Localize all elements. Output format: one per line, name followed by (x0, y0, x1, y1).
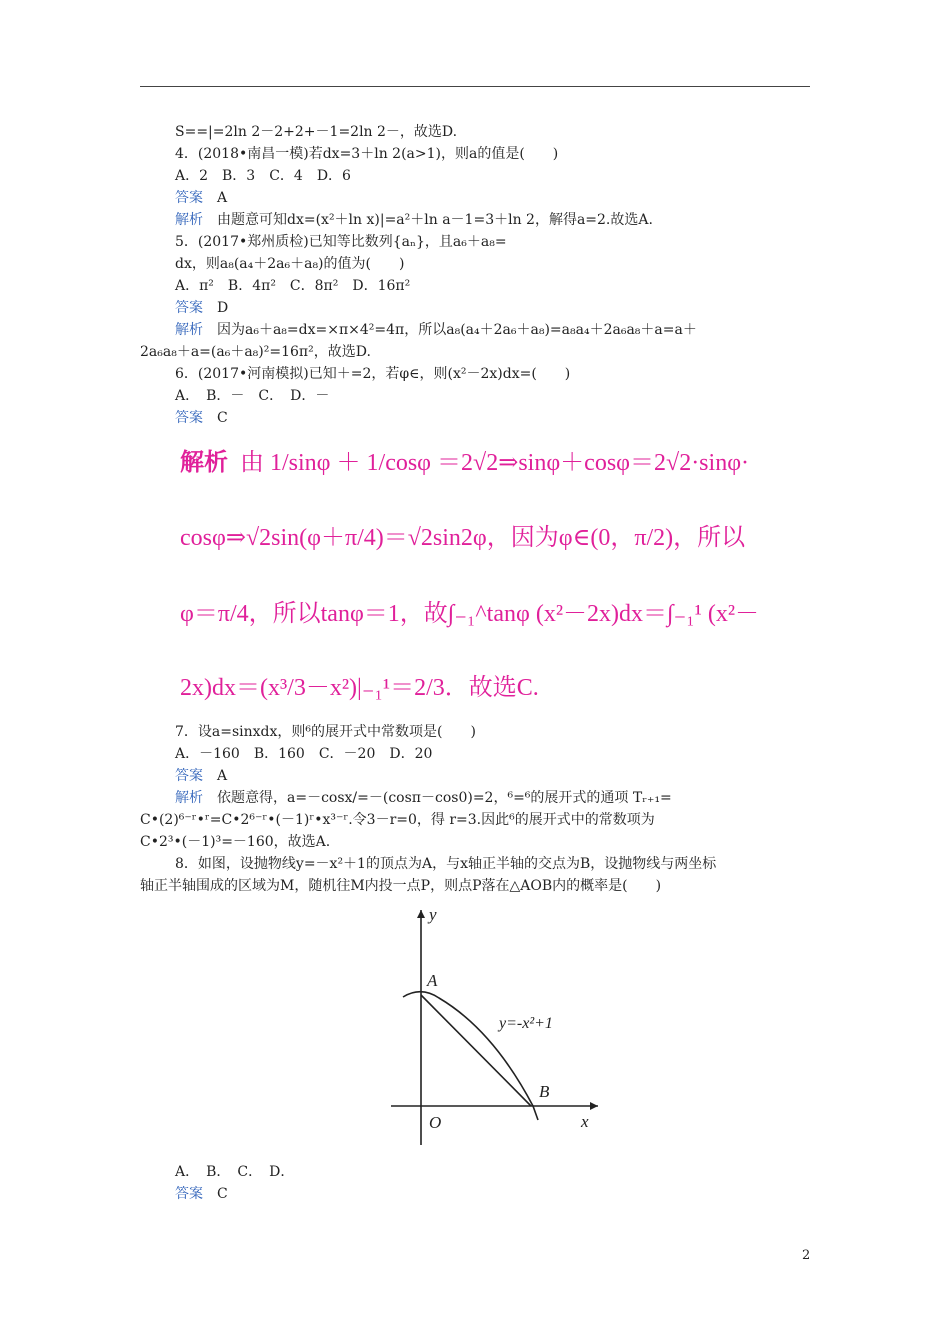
analysis-text: 依题意得，a=－cosx/=－(cosπ－cos0)=2，⁶=⁶的展开式的通项 Tᵣ₊₁= (217, 790, 672, 806)
q6-solution-line-3: φ＝π/4，所以tanφ＝1，故∫₋₁^tanφ (x²－2x)dx＝∫₋₁¹ (x²－ (180, 601, 760, 627)
curve-label: y=-x²+1 (499, 1015, 553, 1032)
q6-solution-line-1 (180, 445, 830, 481)
q6-answer (175, 408, 228, 428)
q8-options: A． B． C． D． (175, 1164, 295, 1180)
point-b-label: B (539, 1082, 550, 1101)
parabola-graph (383, 900, 608, 1155)
q7-analysis-1 (175, 788, 672, 808)
q7-answer (175, 766, 227, 786)
q4-analysis (175, 210, 653, 230)
answer-value: D (217, 300, 229, 316)
q5-analysis-1 (175, 320, 697, 340)
analysis-tag: 解析 (175, 322, 203, 338)
analysis-tag: 解析 (175, 790, 203, 806)
page-number: 2 (802, 1248, 811, 1263)
q6-solution-line-2: cosφ⇒√2sin(φ＋π/4)＝√2sin2φ，因为φ∈(0，π/2)，所以 (180, 525, 746, 551)
q4-answer (175, 188, 227, 208)
answer-tag: 答案 (175, 1186, 203, 1202)
q4-options: A．2 B．3 C．4 D．6 (175, 168, 351, 184)
answer-value: C (217, 1186, 228, 1202)
answer-tag: 答案 (175, 300, 203, 316)
graph-background (383, 900, 608, 1155)
q7-options: A．－160 B．160 C．－20 D．20 (175, 746, 433, 762)
analysis-text: 由题意可知dx=(x²＋ln x)|=a²＋ln a－1=3＋ln 2，解得a=2.故选A. (217, 212, 653, 228)
answer-value: C (217, 410, 228, 426)
answer-tag: 答案 (175, 190, 203, 206)
answer-tag: 答案 (175, 410, 203, 426)
q4-stem: 4．(2018•南昌一模)若dx=3＋ln 2(a>1)，则a的值是( ) (175, 146, 559, 162)
q5-stem-1: 5．(2017•郑州质检)已知等比数列{aₙ}，且a₆＋a₈= (175, 234, 507, 250)
answer-value: A (217, 190, 228, 206)
q7-analysis-2: C•(2)⁶⁻ʳ•ʳ=C•2⁶⁻ʳ•(－1)ʳ•x³⁻ʳ.令3－r=0，得 r=3.因此⁶的展开式中的常数项为 (140, 812, 655, 828)
q8-stem-1: 8．如图，设抛物线y=－x²＋1的顶点为A，与x轴正半轴的交点为B，设抛物线与两坐标 (175, 856, 717, 872)
header-rule (140, 86, 810, 87)
q7-stem: 7．设a=sinxdx，则⁶的展开式中常数项是( ) (175, 724, 476, 740)
solution-label: 解析 (180, 450, 228, 476)
q7-analysis-3: C•2³•(－1)³=－160，故选A. (140, 834, 331, 850)
q5-answer (175, 298, 228, 318)
q8-stem-2: 轴正半轴围成的区域为M，随机往M内投一点P，则点P落在△AOB内的概率是( ) (140, 878, 662, 894)
q6-solution-line-4: 2x)dx＝(x³/3－x²)|₋₁¹＝2/3．故选C. (180, 675, 539, 701)
q6-stem: 6．(2017•河南模拟)已知＋=2，若φ∈，则(x²－2x)dx=( ) (175, 366, 571, 382)
answer-tag: 答案 (175, 768, 203, 784)
point-a-label: A (427, 971, 438, 990)
analysis-text: 因为a₆＋a₈=dx=×π×4²=4π，所以a₈(a₄＋2a₆＋a₈)=a₈a₄＋2a₆a₈＋a=a＋ (217, 322, 697, 338)
q5-options: A．π² B．4π² C．8π² D．16π² (175, 278, 411, 294)
y-axis-label: y (429, 905, 437, 924)
q3-conclusion: S==|=2ln 2－2+2+－1=2ln 2－，故选D. (175, 124, 458, 140)
q8-answer (175, 1184, 228, 1204)
analysis-tag: 解析 (175, 212, 203, 228)
q6-options: A． B．－ C． D．－ (175, 388, 330, 404)
answer-value: A (217, 768, 228, 784)
origin-label: O (429, 1113, 442, 1132)
solution-text: 由 1/sinφ ＋ 1/cosφ ＝2√2⇒sinφ＋cosφ＝2√2·sinφ· (240, 450, 750, 476)
q5-stem-2: dx，则a₈(a₄＋2a₆＋a₈)的值为( ) (175, 256, 405, 272)
x-axis-label: x (581, 1112, 589, 1131)
q5-analysis-2: 2a₆a₈＋a=(a₆＋a₈)²=16π²，故选D. (140, 344, 371, 360)
